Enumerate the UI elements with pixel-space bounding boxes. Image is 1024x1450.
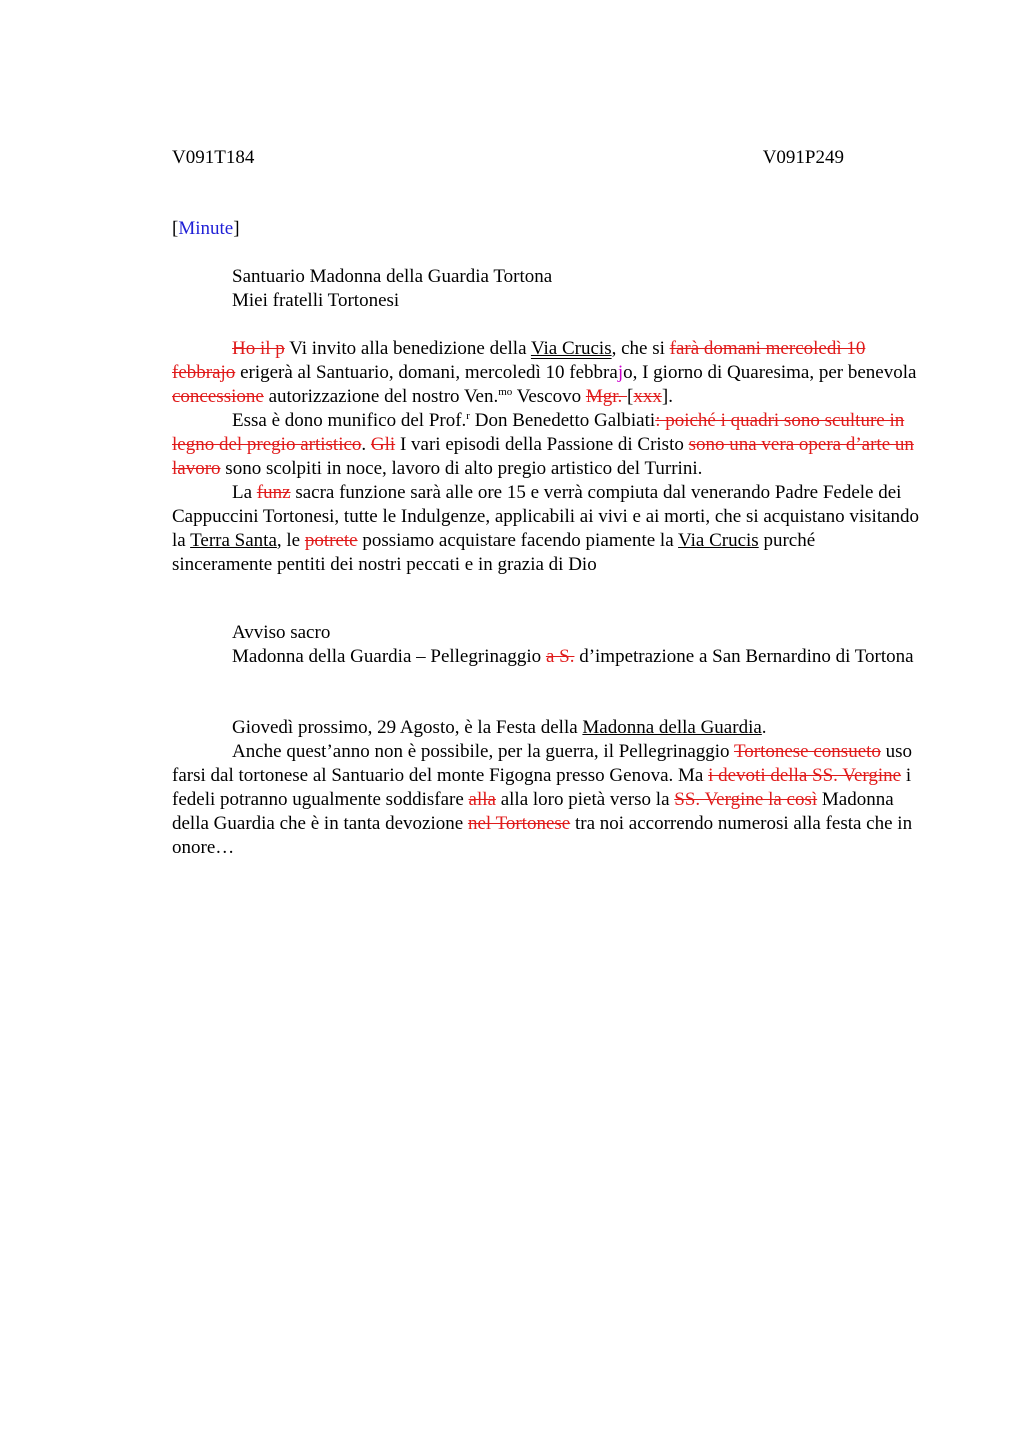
deleted-text: xxx — [633, 386, 662, 407]
minute-editorial-label: Minute — [178, 218, 234, 239]
notice-section — [172, 621, 920, 669]
document-code-left: V091T184 — [172, 147, 255, 168]
deleted-text: concessione — [172, 386, 264, 407]
notice-paragraph-1: Giovedì prossimo, 29 Agosto, è la Festa della Madonna della Guardia. — [232, 717, 767, 738]
notice-subheading: Madonna della Guardia – Pellegrinaggio a S. d’impetrazione a San Bernardino di Tortona — [232, 646, 914, 667]
deleted-text: farà domani mercoledì 10 febbrajo — [172, 338, 866, 383]
superscript-text: mo — [498, 386, 513, 398]
letter-paragraph-3: La funz sacra funzione sarà alle ore 15 e verrà compiuta dal venerando Padre Fedele dei Cappuccini Tortonesi, tutte le Indulgenze, applicabili ai vivi e ai morti, che si acquistano visitando la Terra Santa, le potrete possiamo acquistare facendo piamente la Via Crucis purché sinceramente pentiti dei nostri peccati e in grazia di Dio — [172, 482, 920, 575]
minute-label: [Minute] — [172, 218, 240, 239]
deleted-text: funz — [256, 482, 291, 503]
letter-heading-salutation: Miei fratelli Tortonesi — [232, 290, 400, 311]
deleted-text: a S. — [545, 646, 575, 667]
deleted-text: Ho il p — [232, 338, 285, 359]
superscript-text: r — [466, 410, 470, 422]
deleted-text: potrete — [304, 530, 358, 551]
letter-paragraph-1: Ho il p Vi invito alla benedizione della Via Crucis, che si farà domani mercoledì 10 febbrajo erigerà al Santuario, domani, mercoledì 10 febbrajo, I giorno di Quaresima, per benevola concessione autorizzazione del nostro Ven.$^{mo}$ Vescovo Mgr. [xxx]. — [172, 338, 917, 407]
letter-paragraph-2: Essa è dono munifico del Prof.$^r$ Don Benedetto Galbiati: poiché i quadri sono sculture in legno del pregio artistico. Gli I vari episodi della Passione di Cristo sono una vera opera d’arte un lavoro sono scolpiti in noce, lavoro di alto pregio artistico del Turrini. — [172, 410, 914, 479]
deleted-text: sono una vera opera d’arte un lavoro — [172, 434, 914, 479]
underlined-text: Via Crucis — [678, 530, 759, 551]
deleted-text: SS. Vergine la così — [674, 789, 818, 810]
underlined-text: Via Crucis — [530, 338, 612, 359]
letter-heading-sanctuary: Santuario Madonna della Guardia Tortona — [232, 266, 553, 287]
deleted-text: Tortonese consueto — [733, 741, 881, 762]
notice-body — [172, 716, 920, 860]
deleted-text: i devoti della SS. Vergine — [708, 765, 902, 786]
notice-heading: Avviso sacro — [232, 622, 331, 643]
deleted-text: nel Tortonese — [467, 813, 571, 834]
deleted-text: Mgr. — [585, 386, 628, 407]
underlined-text: Terra Santa — [190, 530, 277, 551]
underlined-text: Madonna della Guardia — [582, 717, 762, 738]
document-code-right: V091P249 — [762, 147, 844, 168]
deleted-text: : poiché i quadri sono sculture in legno del pregio artistico — [172, 410, 905, 455]
inserted-letter: j — [617, 362, 624, 383]
deleted-text: alla — [468, 789, 496, 810]
notice-paragraph-2: Anche quest’anno non è possibile, per la guerra, il Pellegrinaggio Tortonese consueto uso farsi dal tortonese al Santuario del monte Figogna presso Genova. Ma i devoti della SS. Vergine i fedeli potranno ugualmente soddisfare alla alla loro pietà verso la SS. Vergine la così Madonna della Guardia che è in tanta devozione nel Tortonese tra noi accorrendo numerosi alla festa che in onore… — [172, 741, 913, 858]
letter-body — [172, 337, 920, 577]
deleted-text: Gli — [370, 434, 396, 455]
letter-section — [172, 265, 920, 313]
